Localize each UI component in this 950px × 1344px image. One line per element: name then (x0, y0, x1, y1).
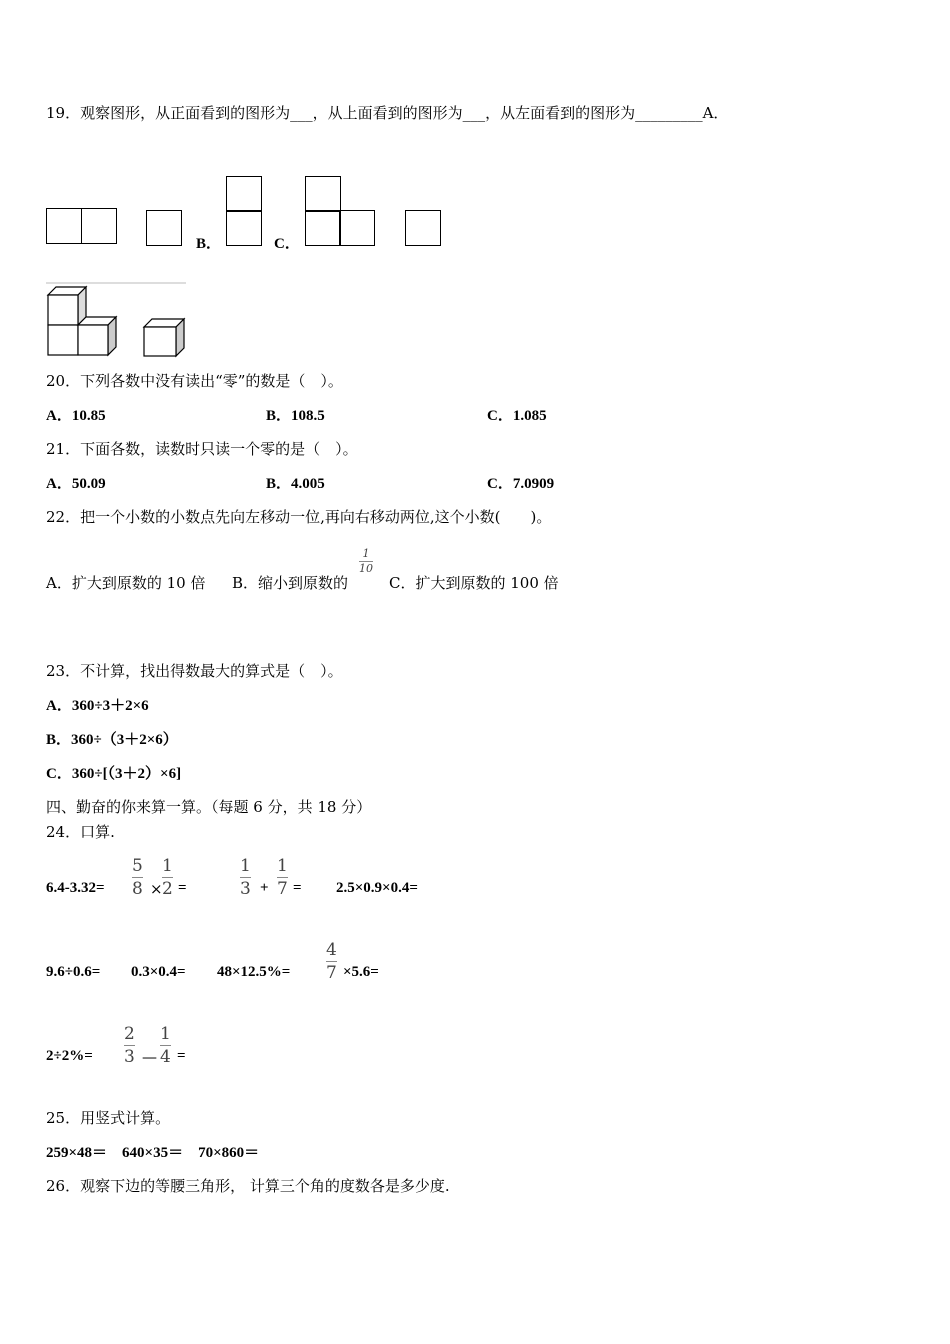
q24-r1-eq1: = (178, 880, 187, 896)
q22-option-a[interactable]: A．扩大到原数的 10 倍 (46, 574, 206, 592)
q23-option-a[interactable]: A．360÷3＋2×6 (46, 698, 149, 714)
square (226, 176, 262, 212)
q21-option-a[interactable]: A．50.09 (46, 476, 106, 492)
q24-r1-op2: + (260, 880, 269, 896)
q19-single-square-figure-2 (405, 210, 441, 246)
q24-text: 24．口算. (46, 823, 115, 841)
q21-option-c[interactable]: C．7.0909 (487, 476, 555, 492)
fraction-denominator: 10 (359, 562, 373, 575)
q22-option-c[interactable]: C．扩大到原数的 100 倍 (389, 574, 559, 592)
q23-text: 23．不计算，找出得数最大的算式是（ ）。 (46, 662, 343, 680)
square (305, 176, 341, 212)
q19-3d-cubes-figure (46, 282, 188, 358)
q19-label-b: B． (196, 236, 222, 252)
q25-exprs: 259×48＝ 640×35＝ 70×860＝ (46, 1145, 260, 1161)
q25-text: 25．用竖式计算。 (46, 1109, 171, 1127)
q20-option-a[interactable]: A．10.85 (46, 408, 106, 424)
square (46, 208, 82, 244)
fraction-numerator: 1 (362, 547, 370, 560)
q24-r3-op: — (142, 1048, 157, 1066)
q19-label-c: C． (274, 236, 300, 252)
q24-r2-fraction1: 4 7 (326, 940, 337, 983)
q24-r1-op1: × (150, 880, 163, 898)
q24-r1-fraction4: 1 7 (277, 856, 288, 899)
q20-text: 20．下列各数中没有读出“零”的数是（ ）。 (46, 372, 343, 390)
q24-r1-eq2: = (293, 880, 302, 896)
q22-option-b-fraction (359, 548, 373, 575)
q24-r3-expr1: 2÷2%= (46, 1048, 93, 1064)
q24-r1-fraction2: 1 2 (162, 856, 173, 899)
q22-option-b[interactable]: B．缩小到原数的 (232, 574, 349, 592)
q24-r1-fraction1: 5 8 (132, 856, 143, 899)
q22-text: 22．把一个小数的小数点先向左移动一位,再向右移动两位,这个小数( )。 (46, 508, 552, 526)
q21-option-b[interactable]: B．4.005 (266, 476, 325, 492)
square (226, 210, 262, 246)
q24-r2-expr1: 9.6÷0.6= (46, 964, 101, 980)
square (339, 210, 375, 246)
q24-r1-expr4: 2.5×0.9×0.4= (336, 880, 418, 896)
q24-r1-expr1: 6.4-3.32= (46, 880, 105, 896)
q19-text: 19．观察图形，从正面看到的图形为___，从上面看到的图形为___，从左面看到的图形为_________A． (46, 104, 729, 122)
q24-r2-expr4: ×5.6= (343, 964, 379, 980)
square (305, 210, 341, 246)
q23-option-c[interactable]: C．360÷[（3＋2）×6] (46, 766, 182, 782)
q20-option-b[interactable]: B．108.5 (266, 408, 325, 424)
q24-r2-expr2: 0.3×0.4= (131, 964, 186, 980)
q23-option-b[interactable]: B．360÷（3＋2×6） (46, 732, 178, 748)
q24-r3-fraction2: 1 4 (160, 1024, 171, 1067)
q24-r3-eq: = (177, 1048, 186, 1064)
q24-r1-fraction3: 1 3 (240, 856, 251, 899)
section-4-heading: 四、勤奋的你来算一算。（每题 6 分，共 18 分） (46, 798, 372, 816)
q21-text: 21．下面各数，读数时只读一个零的是（ ）。 (46, 440, 358, 458)
q19-single-square-figure (146, 210, 182, 246)
q24-r2-expr3: 48×12.5%= (217, 964, 291, 980)
q26-text: 26．观察下边的等腰三角形， 计算三个角的度数各是多少度. (46, 1177, 450, 1195)
q24-r3-fraction1: 2 3 (124, 1024, 135, 1067)
q20-option-c[interactable]: C．1.085 (487, 408, 547, 424)
square (81, 208, 117, 244)
